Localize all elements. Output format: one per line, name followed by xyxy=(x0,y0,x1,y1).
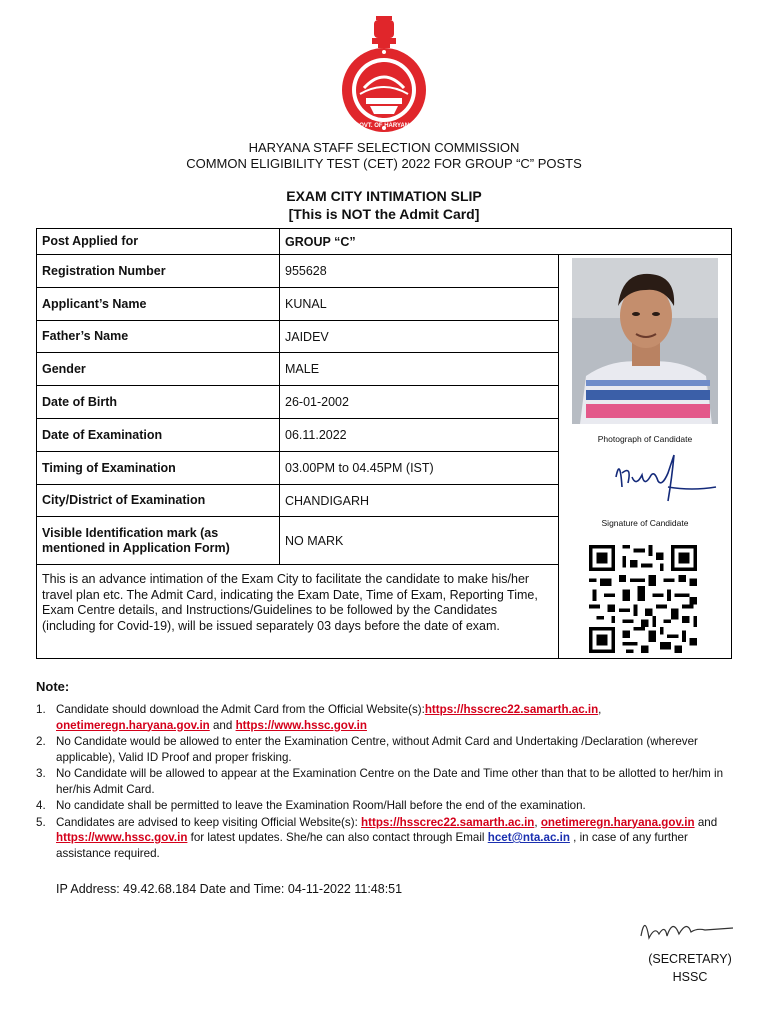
list-item xyxy=(36,766,736,797)
note-text: No Candidate would be allowed to enter the Examination Centre, without Admit Card and Undertaking /Declaration (wherever applicable), Valid ID Proof and proper frisking. xyxy=(56,735,698,764)
note-text: No Candidate will be allowed to appear at the Examination Centre on the Date and Time other than that to be allotted to her/him in her/his Admit Card. xyxy=(56,767,724,796)
table-row xyxy=(37,419,559,452)
note-text: for latest updates. She/he can also contact through Email xyxy=(187,831,488,844)
table-row xyxy=(37,255,559,288)
row-value: JAIDEV xyxy=(285,329,329,344)
row-value: 955628 xyxy=(285,264,327,278)
note-number: 1. xyxy=(36,703,46,716)
table-row xyxy=(37,485,559,517)
row-label: Timing of Examination xyxy=(37,452,280,484)
candidate-photo xyxy=(572,258,718,424)
table-row xyxy=(37,386,559,419)
note-heading: Note: xyxy=(36,679,70,694)
slip-subtitle: [This is NOT the Admit Card] xyxy=(288,206,480,222)
commission-name: HARYANA STAFF SELECTION COMMISSION xyxy=(248,140,520,155)
note-number: 2. xyxy=(36,735,46,748)
table-row xyxy=(37,229,731,255)
row-value: 26-01-2002 xyxy=(285,395,349,409)
secretary-signature-icon xyxy=(635,908,735,944)
row-value: KUNAL xyxy=(285,297,327,311)
row-label: Date of Examination xyxy=(37,419,280,451)
haryana-emblem-icon xyxy=(340,14,428,134)
separator: , xyxy=(534,815,541,829)
row-value: MALE xyxy=(285,362,320,376)
note-text: No candidate shall be permitted to leave the Examination Room/Hall before the end of the examination. xyxy=(56,799,586,812)
samarth-link[interactable]: https://hsscrec22.samarth.ac.in xyxy=(361,815,535,829)
table-row xyxy=(37,288,559,321)
table-row xyxy=(37,353,559,386)
table-row xyxy=(37,452,559,485)
candidate-photo-icon xyxy=(572,258,718,424)
list-item xyxy=(36,798,736,814)
signature-caption: Signature of Candidate xyxy=(601,518,689,528)
qr-code-icon xyxy=(587,545,699,653)
row-value: 03.00PM to 04.45PM (IST) xyxy=(285,461,434,475)
signature-text: Kunal xyxy=(602,447,605,448)
table-row xyxy=(37,517,559,565)
secretary-title: (SECRETARY) xyxy=(648,952,732,966)
note-number: 3. xyxy=(36,767,46,780)
row-value: 06.11.2022 xyxy=(285,428,347,442)
row-label: Visible Identification mark (as mentioned in Application Form) xyxy=(37,517,280,564)
note-number: 5. xyxy=(36,815,46,829)
exam-name: COMMON ELIGIBILITY TEST (CET) 2022 FOR GROUP “C” POSTS xyxy=(186,156,582,171)
separator: and xyxy=(209,718,236,732)
note-number: 4. xyxy=(36,799,46,812)
hssc-link[interactable]: https://www.hssc.gov.in xyxy=(235,718,367,732)
note-text: Candidate should download the Admit Card from the Official Website(s): xyxy=(56,703,425,716)
list-item xyxy=(36,702,736,733)
ip-address-line: IP Address: 49.42.68.184 Date and Time: 04-11-2022 11:48:51 xyxy=(56,882,403,896)
list-item xyxy=(36,734,736,765)
separator: , xyxy=(598,703,602,716)
samarth-link[interactable]: https://hsscrec22.samarth.ac.in xyxy=(424,703,599,716)
row-label: Date of Birth xyxy=(37,386,280,418)
row-label: Registration Number xyxy=(37,255,280,287)
column-divider xyxy=(558,255,559,659)
note-text: , in case of any further assistance required. xyxy=(56,831,688,860)
row-value: GROUP “C” xyxy=(285,234,356,249)
row-label: Post Applied for xyxy=(37,229,280,254)
slip-title: EXAM CITY INTIMATION SLIP xyxy=(286,188,482,204)
emblem-text: GOVT. OF HARYANA xyxy=(354,123,414,129)
details-table xyxy=(36,228,732,659)
separator: and xyxy=(694,815,718,829)
row-value: CHANDIGARH xyxy=(285,493,370,508)
row-label: Gender xyxy=(37,353,280,385)
onetimeregn-link[interactable]: onetimeregn.haryana.gov.in xyxy=(540,815,695,829)
list-item xyxy=(36,815,736,862)
secretary-org: HSSC xyxy=(672,970,708,984)
row-label: Father’s Name xyxy=(37,321,280,352)
advance-intimation-text: This is an advance intimation of the Exam City to facilitate the candidate to make his/her travel plan etc. The Admit Card, indicating the Exam Date, Time of Exam, Reporting Time, Exam Centre details, and Instructions/Guidelines to be followed by the Candidates (including for Covid-19), will be issued separately 03 days before the date of exam. xyxy=(42,572,538,633)
hssc-link[interactable]: https://www.hssc.gov.in xyxy=(56,831,188,844)
table-row xyxy=(37,321,559,353)
row-value: NO MARK xyxy=(285,533,344,548)
row-label: Applicant’s Name xyxy=(37,288,280,320)
notes-list xyxy=(36,702,736,862)
photo-caption: Photograph of Candidate xyxy=(597,434,693,444)
row-label: City/District of Examination xyxy=(37,485,280,516)
candidate-signature-icon xyxy=(602,447,722,507)
note-text: Candidates are advised to keep visiting Official Website(s): xyxy=(56,815,362,829)
onetimeregn-link[interactable]: onetimeregn.haryana.gov.in xyxy=(56,718,210,732)
email-link[interactable]: hcet@nta.ac.in xyxy=(487,831,570,844)
